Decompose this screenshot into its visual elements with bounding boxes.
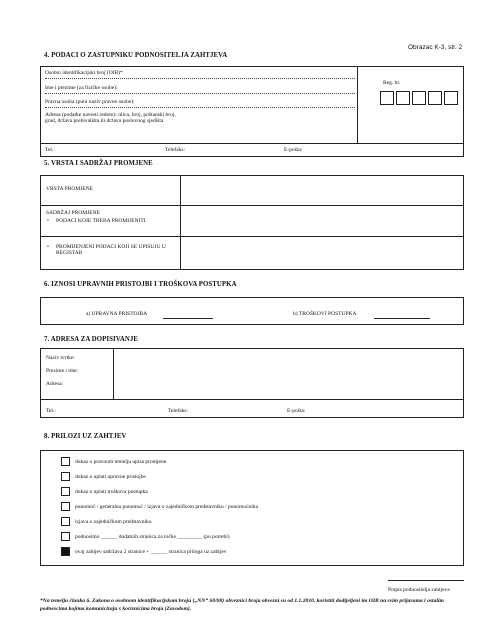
name-label: Ime i prezime (za fizičke osobe):	[45, 85, 118, 91]
reg-box-1[interactable]	[380, 91, 394, 105]
attachment-label-1: dokaz o pravnom temelju upisa promjene	[75, 459, 167, 465]
signature-label: Potpis podnositelja zahtjeva	[388, 587, 450, 593]
attachment-label-4: punomoć / generalna punomoć / izjava o zajedničkom predstavniku / punomoćniku	[75, 504, 259, 510]
reg-box-5[interactable]	[444, 91, 458, 105]
bullet-2-text: PROMIJENJENI PODACI KOJI SE UPISUJU U REGISTAR	[56, 244, 166, 257]
attachment-checkbox-7[interactable]	[61, 547, 70, 556]
section-5-rule-1	[40, 205, 464, 206]
change-type-label: VRSTA PROMJENE	[46, 186, 94, 192]
signature-line[interactable]	[388, 580, 464, 581]
section-5-divider	[180, 175, 181, 270]
email-label: E-pošta:	[284, 147, 303, 153]
attachment-checkbox-5[interactable]	[61, 517, 70, 526]
attachment-label-6: podnosimo ______ dodatnih stranica za točke _________ (po potrebi)	[75, 534, 230, 540]
attachment-checkbox-2[interactable]	[61, 472, 70, 481]
recipient-label: Naziv tvrtke:	[46, 355, 75, 361]
bullet-changed-data	[46, 244, 166, 257]
attachment-checkbox-4[interactable]	[61, 502, 70, 511]
legal-entity-label: Pravna osoba (puni naziv pravne osobe):	[45, 99, 135, 105]
name-line	[45, 93, 355, 94]
section-8-title: 8. PRILOZI UZ ZAHTJEV	[44, 433, 127, 440]
procedure-cost-field[interactable]	[374, 318, 430, 319]
bullet-1-text: PODACI KOJE TREBA PROMIJENITI	[56, 218, 146, 224]
oib-line	[45, 78, 355, 79]
mail-tel-label: Tel.:	[46, 408, 56, 414]
procedure-cost-label: b) TROŠKOVI POSTUPKA	[293, 311, 357, 317]
reg-box-3[interactable]	[412, 91, 426, 105]
section-7-box	[40, 348, 464, 418]
fax-label: Telefaks:	[165, 147, 186, 153]
attachment-label-3: dokaz o uplati troškova postupka	[75, 489, 148, 495]
reg-box-4[interactable]	[428, 91, 442, 105]
section-7-divider	[113, 348, 114, 399]
change-content-label: SADRŽAJ PROMJENE	[46, 210, 100, 216]
footnote: *Na temelju članka 6. Zakona o osobnom identifikacijskom broju („NN“ 60/08) obveznici broja obvezni su od 1.1.2010. koristiti dodijeljeni im OIB na svim prijavama i ostalim podnescima kojima komuniciraju s korisnicima broja (Zavodom).	[40, 598, 444, 612]
surname-name-label: Prezime i ime:	[46, 368, 79, 374]
mail-fax-label: Telefaks:	[168, 408, 189, 414]
attachment-checkbox-6[interactable]	[61, 532, 70, 541]
attachment-checkbox-3[interactable]	[61, 487, 70, 496]
attachment-checkbox-1[interactable]	[61, 457, 70, 466]
oib-label: Osobni identifikacijski broj (OIB)*	[45, 70, 123, 76]
attachment-label-7: ovaj zahtjev sadržava 2 stranice + ______ stranica priloga uz zahtjev	[75, 549, 227, 555]
attachment-label-5: izjava o zajedničkom predstavniku	[75, 519, 152, 525]
mail-address-label: Adresa:	[46, 381, 64, 387]
tel-label: Tel.:	[45, 147, 55, 153]
form-code: Obrazac K-3, str. 2	[408, 44, 463, 51]
section-4-rule	[40, 143, 464, 144]
admin-fee-field[interactable]	[163, 318, 213, 319]
section-4-divider	[357, 66, 358, 143]
reg-box-2[interactable]	[396, 91, 410, 105]
attachment-label-2: dokaz o uplati upravne pristojbe	[75, 474, 146, 480]
address-label: Adresa (podatke navesti redom): ulica, broj, poštanski broj, grad, država prebivališta ili država poslovnog sjedišta	[45, 112, 176, 125]
legal-line	[45, 107, 355, 108]
section-7-title: 7. ADRESA ZA DOPISIVANJE	[44, 336, 139, 343]
bullet-data-to-change	[46, 218, 166, 224]
section-6-title: 6. IZNOSI UPRAVNIH PRISTOJBI I TROŠKOVA POSTUPKA	[44, 281, 237, 288]
section-5-title: 5. VRSTA I SADRŽAJ PROMJENE	[44, 160, 153, 167]
bullet-icon: •	[47, 244, 49, 250]
section-4-title: 4. PODACI O ZASTUPNIKU PODNOSITELJA ZAHTJEVA	[44, 52, 228, 59]
mail-email-label: E-pošta:	[287, 408, 306, 414]
bullet-icon: •	[47, 218, 49, 224]
section-7-rule	[40, 399, 464, 400]
admin-fee-label: a) UPRAVNA PRISTOJBA	[86, 311, 148, 317]
reg-number-label: Reg. br.	[383, 80, 401, 86]
section-5-rule-2	[40, 236, 464, 237]
